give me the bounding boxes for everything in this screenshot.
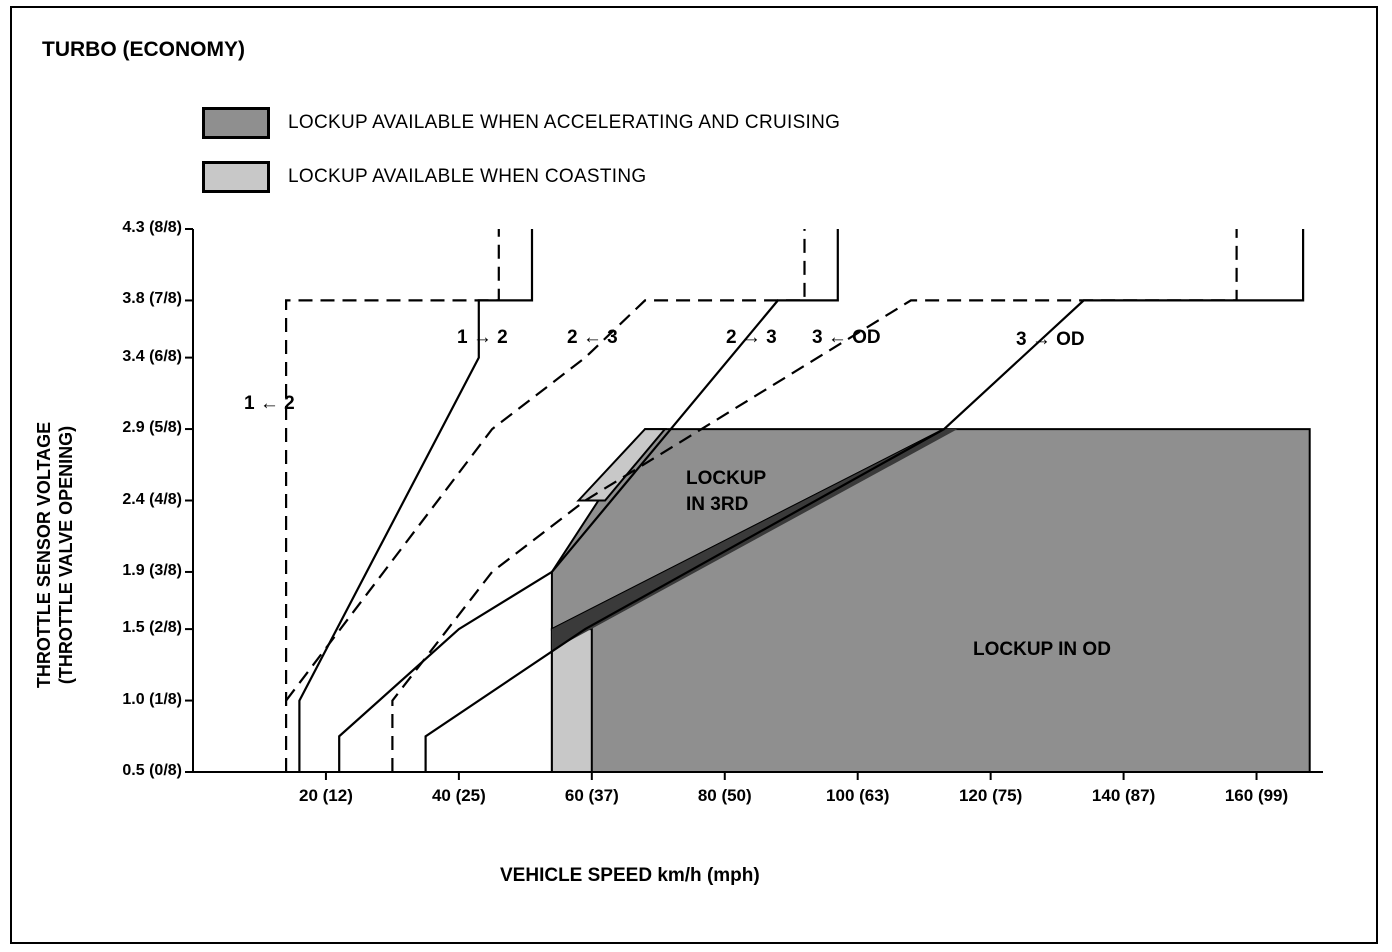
- y-axis-label-line1: THROTTLE SENSOR VOLTAGE: [34, 421, 54, 689]
- y-axis-label-line2: (THROTTLE VALVE OPENING): [56, 425, 76, 685]
- y-tick-label: 1.5 (2/8): [122, 619, 182, 637]
- shift-annotation: 3 → OD: [1016, 329, 1085, 350]
- shift-annotation: 2 → 3: [726, 327, 777, 348]
- y-axis-label: [33, 422, 77, 688]
- y-tick-label: 1.0 (1/8): [122, 690, 182, 708]
- shift-annotation: 1 ← 2: [244, 393, 295, 414]
- chart-title: TURBO (ECONOMY): [42, 38, 245, 61]
- region-label-lockup-3rd-line2: IN 3RD: [686, 494, 749, 515]
- lockup-region-coasting-2: [552, 629, 592, 772]
- y-tick-label: 4.3 (8/8): [122, 219, 182, 236]
- y-tick-label: 2.4 (4/8): [122, 490, 182, 508]
- region-label-lockup-od: LOCKUP IN OD: [973, 639, 1111, 660]
- x-tick-label: 40 (25): [431, 786, 486, 805]
- x-tick-label: 160 (99): [1224, 786, 1289, 805]
- shift-annotation: 2 ← 3: [567, 327, 618, 348]
- x-axis-label: VEHICLE SPEED km/h (mph): [500, 865, 760, 886]
- shift-line-1: [286, 229, 499, 772]
- shift-annotation: 3 ← OD: [812, 327, 881, 348]
- y-tick-label: 3.8 (7/8): [122, 290, 182, 308]
- legend-label-accelerating: LOCKUP AVAILABLE WHEN ACCELERATING AND CRUISING: [288, 112, 841, 133]
- y-tick-label: 3.4 (6/8): [122, 347, 182, 365]
- x-tick-label: 60 (37): [564, 786, 619, 805]
- x-tick-label: 80 (50): [697, 786, 752, 805]
- shift-annotation: 1 → 2: [457, 327, 508, 348]
- shift-line-0: [299, 229, 532, 772]
- legend-label-coasting: LOCKUP AVAILABLE WHEN COASTING: [288, 166, 647, 187]
- region-label-lockup-3rd: [686, 466, 766, 518]
- y-tick-label: 1.9 (3/8): [122, 561, 182, 579]
- y-tick-label: 0.5 (0/8): [122, 762, 182, 779]
- x-tick-label: 20 (12): [299, 786, 353, 805]
- x-tick-label: 120 (75): [958, 786, 1023, 805]
- region-label-lockup-3rd-line1: LOCKUP: [686, 468, 767, 489]
- x-tick-label: 100 (63): [826, 786, 890, 805]
- x-tick-label: 140 (87): [1091, 786, 1156, 805]
- y-tick-label: 2.9 (5/8): [122, 419, 182, 437]
